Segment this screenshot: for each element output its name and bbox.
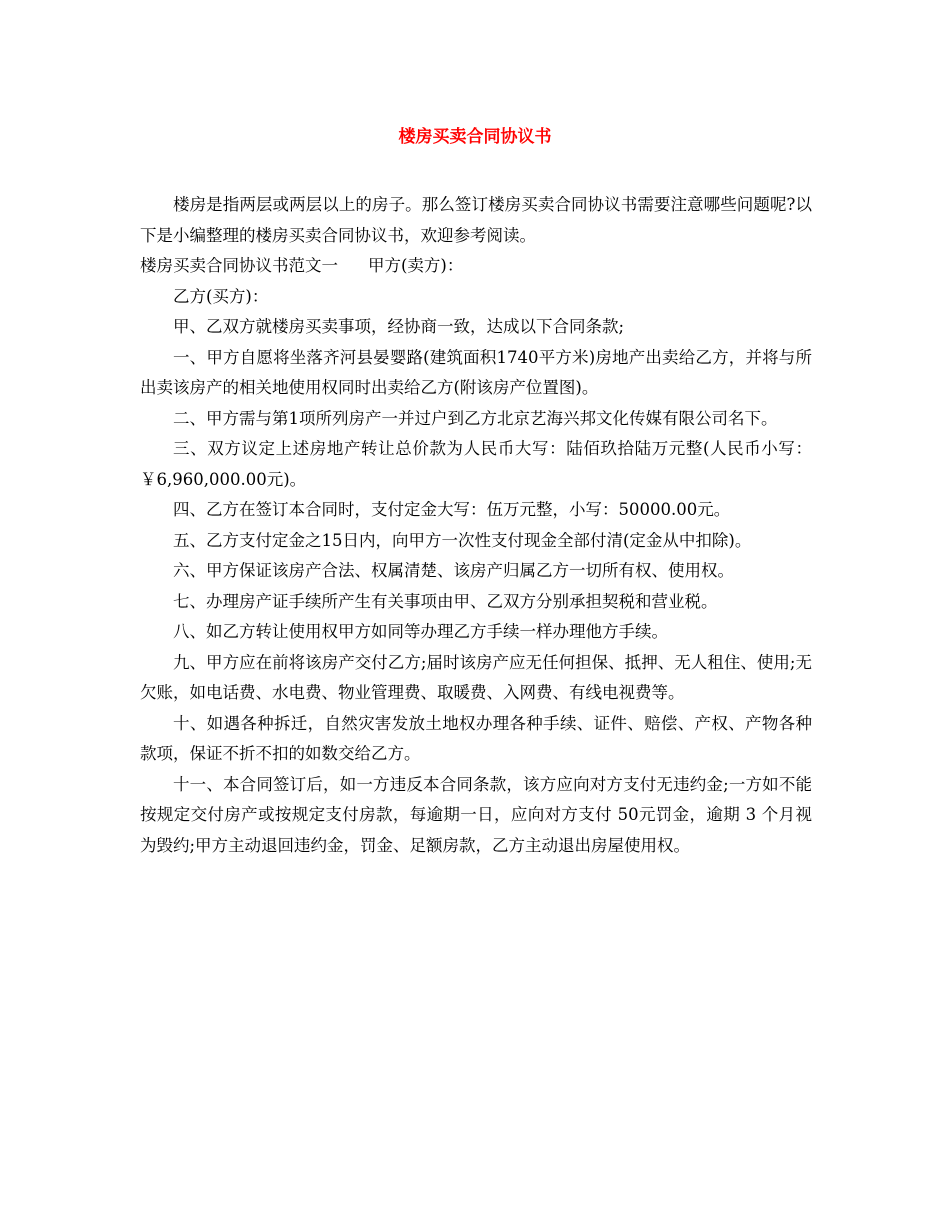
clause-6: 六、甲方保证该房产合法、权属清楚、该房产归属乙方一切所有权、使用权。 (173, 561, 734, 580)
clause-11: 十一、本合同签订后，如一方违反本合同条款，该方应向对方支付无违约金;一方如不能按规定交付房产或按规定支付房款，每逾期一日，应向对方支付 50元罚金，逾期 3 个月视为毁约;甲方主动退回违约金，罚金、足额房款，乙方主动退出房屋使用权。 (140, 774, 812, 855)
clause-9: 九、甲方应在前将该房产交付乙方;届时该房产应无任何担保、抵押、无人租住、使用;无欠账，如电话费、水电费、物业管理费、取暖费、入网费、有线电视费等。 (140, 652, 812, 702)
clause-10: 十、如遇各种拆迁，自然灾害发放土地权办理各种手续、证件、赔偿、产权、产物各种款项，保证不折不扣的如数交给乙方。 (140, 713, 812, 763)
clause-3: 三、双方议定上述房地产转让总价款为人民币大写：陆佰玖拾陆万元整(人民币小写：￥6,960,000.00元)。 (140, 439, 812, 489)
clause-1: 一、甲方自愿将坐落齐河县晏婴路(建筑面积1740平方米)房地产出卖给乙方，并将与所出卖该房产的相关地使用权同时出卖给乙方(附该房产位置图)。 (140, 347, 812, 397)
agreement-intro: 甲、乙双方就楼房买卖事项，经协商一致，达成以下合同条款; (173, 317, 625, 336)
party-a-label: 甲方(卖方)： (368, 256, 464, 275)
document-body (140, 190, 812, 861)
clause-2: 二、甲方需与第1项所列房产一并过户到乙方北京艺海兴邦文化传媒有限公司名下。 (173, 408, 778, 428)
party-b-line: 乙方(买方)： (173, 286, 269, 306)
clause-4: 四、乙方在签订本合同时，支付定金大写：伍万元整，小写：50000.00元。 (173, 500, 731, 519)
clause-5: 五、乙方支付定金之15日内，向甲方一次性支付现金全部付清(定金从中扣除)。 (173, 530, 752, 550)
clause-8: 八、如乙方转让使用权甲方如同等办理乙方手续一样办理他方手续。 (173, 622, 668, 641)
clause-7: 七、办理房产证手续所产生有关事项由甲、乙双方分别承担契税和营业税。 (173, 591, 718, 611)
intro-paragraph: 楼房是指两层或两层以上的房子。那么签订楼房买卖合同协议书需要注意哪些问题呢?以下是小编整理的楼房买卖合同协议书，欢迎参考阅读。 (140, 195, 812, 245)
sample-label: 楼房买卖合同协议书范文一 (140, 256, 338, 275)
sample-heading-line (140, 251, 812, 282)
document-title: 楼房买卖合同协议书 (398, 127, 552, 147)
